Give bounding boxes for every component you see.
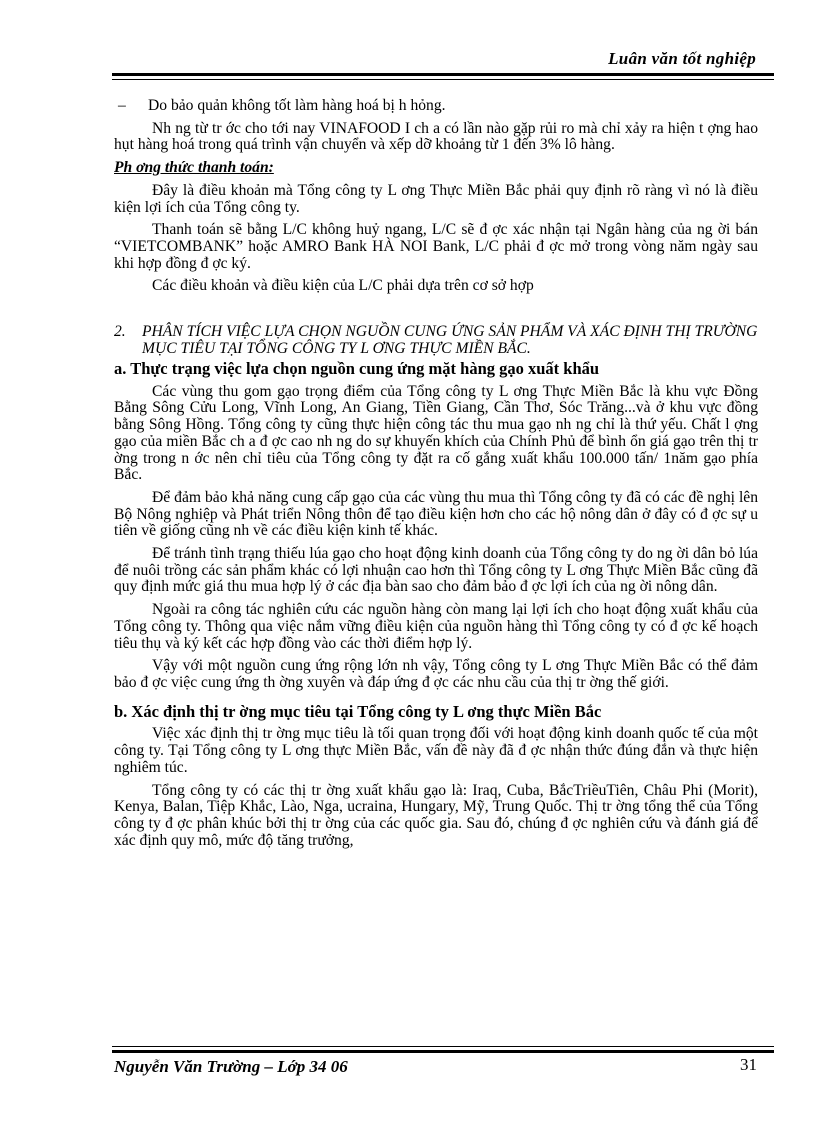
paragraph: Thanh toán sẽ bằng L/C không huỷ ngang, L/C sẽ đ ợc xác nhận tại Ngân hàng của ng ời bán “VIETCOMBANK” hoặc AMRO Bank HÀ NOI Bank, L/C phải đ ợc mở trong vòng năm ngày sau khi hợp đồng đ ợc ký. — [114, 221, 758, 272]
paragraph: Nh ng từ tr ớc cho tới nay VINAFOOD I ch a có lần nào gặp rủi ro mà chỉ xảy ra hiện t ợng hao hụt hàng hoá trong quá trình vận chuyển và xếp dỡ khoảng từ 1 đến 3% lô hàng. — [114, 119, 758, 154]
paragraph: Để đảm bảo khả năng cung cấp gạo của các vùng thu mua thì Tổng công ty đã có các đề nghị lên Bộ Nông nghiệp và Phát triển Nông thôn để tạo điều kiện hơn cho các hộ nông dân ở đây có đ ợc sự u tiên về giống cũng nh về các điều kiện kinh tế khác. — [114, 488, 758, 540]
paragraph: Ngoài ra công tác nghiên cứu các nguồn hàng còn mang lại lợi ích cho hoạt động xuất khẩu của Tổng công ty. Thông qua việc nắm vững điều kiện của nguồn hàng thì Tổng công ty có đ ợc kế hoạch tiêu thụ và ký kết các hợp đồng vào các thời điểm hợp lý. — [114, 601, 758, 652]
payment-heading: Ph ơng thức thanh toán: — [114, 159, 274, 177]
paragraph: Các điều khoản và điều kiện của L/C phải dựa trên cơ sở hợp — [152, 277, 534, 295]
bullet-text: Do bảo quản không tốt làm hàng hoá bị h hỏng. — [148, 97, 446, 114]
paragraph: Vậy với một nguồn cung ứng rộng lớn nh vậy, Tổng công ty L ơng Thực Miền Bắc có thể đảm bảo đ ợc việc cung ứng th ờng xuyên và đáp ứng đ ợc các nhu cầu của thị tr ờng thế giới. — [114, 657, 758, 691]
running-header-title: Luân văn tốt nghiệp — [608, 49, 756, 68]
paragraph: Để tránh tình trạng thiếu lúa gạo cho hoạt động kinh doanh của Tổng công ty do ng ời dân bỏ lúa để nuôi trồng các sản phẩm khác có lợi nhuận cao hơn thì Tổng công ty L ơng Thực Miền Bắc cũng đã quy định mức giá thu mua hợp lý ở các địa bàn sao cho đảm bảo đ ợc lợi ích của ng ời nông dân. — [114, 545, 758, 596]
header-rule-thin — [112, 79, 774, 80]
subsection-heading-a: a. Thực trạng việc lựa chọn nguồn cung ứng mặt hàng gạo xuất khẩu — [114, 359, 600, 379]
bullet-item — [114, 98, 758, 115]
dash-marker: – — [118, 97, 126, 114]
footer-rule-thick — [112, 1050, 774, 1053]
page-number: 31 — [740, 1055, 757, 1074]
paragraph: Đây là điều khoản mà Tổng công ty L ơng Thực Miền Bắc phải quy định rõ ràng vì nó là điều kiện lợi ích của Tổng công ty. — [114, 181, 758, 216]
footer-author: Nguyễn Văn Trường – Lớp 34 06 — [114, 1057, 348, 1076]
section-heading — [114, 323, 758, 357]
header-rule-thick — [112, 73, 774, 76]
subsection-heading-b: b. Xác định thị tr ờng mục tiêu tại Tổng công ty L ơng thực Miền Bắc — [114, 701, 602, 721]
section-title: PHÂN TÍCH VIỆC LỰA CHỌN NGUỒN CUNG ỨNG SẢN PHẨM VÀ XÁC ĐỊNH THỊ TRƯỜNG MỤC TIÊU TẠI TỔNG CÔNG TY L ƠNG THỰC MIỀN BẮC. — [142, 323, 758, 358]
footer-rule-thin — [112, 1046, 774, 1047]
page-body — [114, 98, 758, 855]
paragraph: Việc xác định thị tr ờng mục tiêu là tối quan trọng đối với hoạt động kinh doanh quốc tế của một công ty. Tại Tổng công ty L ơng thực Miền Bắc, vấn đề này đã đ ợc nhận thức đúng đắn và thực hiện nghiêm túc. — [114, 725, 758, 776]
section-number: 2. — [114, 323, 126, 341]
paragraph: Các vùng thu gom gạo trọng điểm của Tổng công ty L ơng Thực Miền Bắc là khu vực Đồng Bằng Sông Cửu Long, Vĩnh Long, An Giang, Tiền Giang, Cần Thơ, Sóc Trăng...và ở khu vực đồng bằng Sông Hồng. Tổng công ty cũng thực hiện công tác thu mua gạo nh ng chỉ là thứ yếu. Chất l ợng gạo của miền Bắc ch a đ ợc cao nh ng do sự khuyến khích của Chính Phủ để bình ổn giá gạo trên thị tr ờng trong n ớc nên chỉ tiêu của Tổng công ty đặt ra cố gắng xuất khẩu 100.000 tấn/ 1năm gạo phía Bắc. — [114, 382, 758, 484]
paragraph: Tổng công ty có các thị tr ờng xuất khẩu gạo là: Iraq, Cuba, BắcTriềuTiên, Châu Phi (Morit), Kenya, Balan, Tiệp Khắc, Lào, Nga, ucraina, Hungary, Mỹ, Trung Quốc. Thị tr ờng tổng thể của Tổng công ty đ ợc phân khúc bởi thị tr ờng của các quốc gia. Sau đó, chúng đ ợc nghiên cứu và đánh giá để xác định quy mô, mức độ tăng trưởng, — [114, 781, 758, 849]
